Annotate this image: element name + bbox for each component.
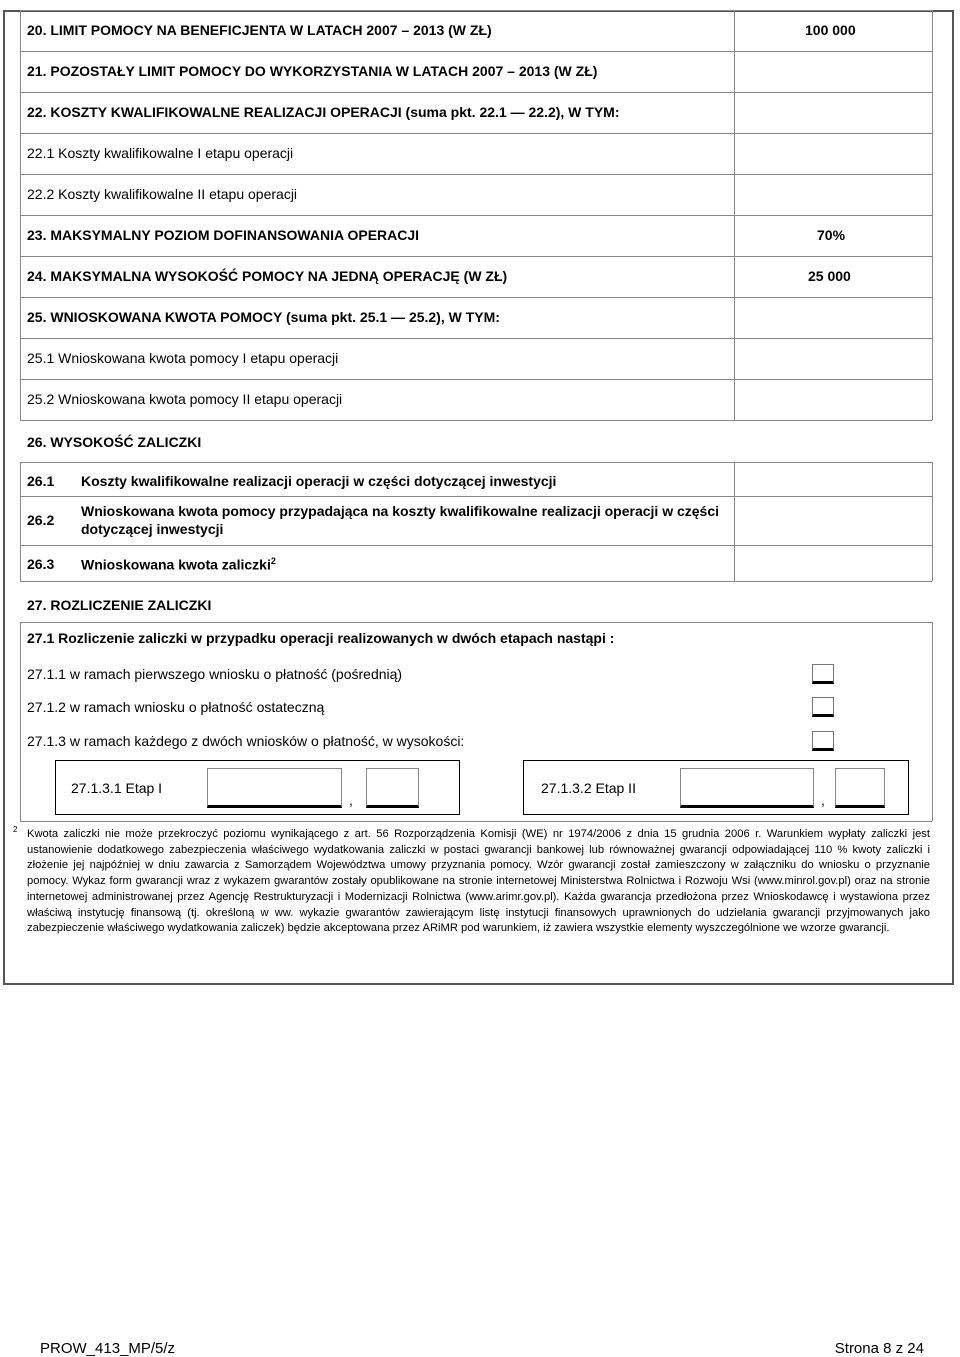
section-27-right (932, 622, 933, 821)
stage-1-decimal-comma: , (349, 792, 353, 808)
item-26-2-label: Wnioskowana kwota pomocy przypadająca na koszty kwalifikowalne realizacji operacji w części dotyczącej inwestycji (81, 503, 720, 537)
section-26-title: 26. WYSOKOŚĆ ZALICZKI (27, 434, 202, 450)
row-divider (20, 10, 932, 11)
stage-2-amount-field[interactable] (680, 768, 814, 808)
row-divider (20, 297, 932, 298)
row-divider (20, 420, 932, 421)
stage-1-amount-field[interactable] (207, 768, 342, 808)
row-divider (20, 215, 932, 216)
row-24-value[interactable]: 25 000 (808, 268, 851, 284)
item-26-3-value-field[interactable] (740, 550, 926, 577)
row-divider (20, 256, 932, 257)
item-26-1-label: Koszty kwalifikowalne realizacji operacji w części dotyczącej inwestycji (81, 473, 557, 489)
value-column-divider (734, 10, 735, 420)
row-22-1-value-field[interactable] (740, 138, 926, 168)
row-divider (20, 51, 932, 52)
section-27-top (20, 622, 932, 623)
row-20-value[interactable]: 100 000 (805, 22, 856, 38)
section-27-title: 27. ROZLICZENIE ZALICZKI (27, 597, 212, 613)
footnote-text: Kwota zaliczki nie może przekroczyć poziomu wynikającego z art. 56 Rozporządzenia Komisji (WE) nr 1974/2006 z dnia 15 grudnia 2006 r. Warunkiem wypłaty zaliczki jest ustanowienie dodatkowego zabezpieczenia właściwego wydatkowania zaliczki w postaci gwarancji bankowej lub równoważnej gwarancji odpowiadającej 110 % kwoty zaliczki i złożenie jej najpóźniej w dniu zawarcia z Samorządem Województwa umowy przyznania pomocy. Wzór gwarancji został zamieszczony w załączniku do wniosku o przyznanie pomocy. Wykaz form gwarancji wraz z wykazem gwarantów zostały opublikowane na stronie internetowej Ministerstwa Rolnictwa i Rozwoju Wsi (www.minrol.gov.pl) oraz na stronie internetowej administrowanej przez Agencję Restrukturyzacji i Modernizacji Rolnictwa (www.arimr.gov.pl). Każda gwarancja przedłożona przez Wnioskodawcę i wystawiona przez właściwą instytucję finansową (tj. określoną w ww. wykazie gwarantów zawierającym listę instytucji finansowych uprawnionych do udzielania gwarancji przyjmowanych jako zabezpieczenie właściwego wydatkowania zaliczek) będzie akceptowana przez ARiMR pod warunkiem, iż zawiera wszystkie elementy wyszczególnione we wzorze gwarancji. (27, 828, 930, 935)
section-26-right (932, 462, 933, 581)
stage-2-decimal-comma: , (821, 792, 825, 808)
row-22-value-field[interactable] (740, 97, 926, 127)
option-27-1-2-checkbox[interactable] (812, 697, 834, 717)
row-divider (20, 581, 932, 582)
row-25-2-value-field[interactable] (740, 384, 926, 414)
section-27-bottom (20, 821, 932, 822)
section-27-left (20, 622, 21, 821)
section-26-value-divider (734, 462, 735, 581)
row-divider (20, 379, 932, 380)
row-23-label: 23. MAKSYMALNY POZIOM DOFINANSOWANIA OPERACJI (27, 227, 420, 243)
item-26-2-value-field[interactable] (740, 501, 926, 541)
row-divider (20, 133, 932, 134)
row-25-1-label: 25.1 Wnioskowana kwota pomocy I etapu operacji (27, 350, 339, 366)
item-26-3-number: 26.3 (27, 556, 55, 572)
row-20-label: 20. LIMIT POMOCY NA BENEFICJENTA W LATACH 2007 – 2013 (W ZŁ) (27, 22, 492, 38)
stage-2-decimal-field[interactable] (835, 768, 885, 808)
option-27-1-3-checkbox[interactable] (812, 731, 834, 751)
row-divider (20, 496, 932, 497)
section-27-1-heading: 27.1 Rozliczenie zaliczki w przypadku operacji realizowanych w dwóch etapach nastąpi : (27, 630, 615, 646)
item-26-1-number: 26.1 (27, 473, 55, 489)
row-22-label: 22. KOSZTY KWALIFIKOWALNE REALIZACJI OPERACJI (suma pkt. 22.1 — 22.2), W TYM: (27, 104, 620, 120)
row-21-value-field[interactable] (740, 56, 926, 86)
document-code: PROW_413_MP/5/z (40, 1340, 176, 1357)
row-divider (20, 338, 932, 339)
footnote-mark: 2 (13, 825, 18, 834)
option-27-1-1-label: 27.1.1 w ramach pierwszego wniosku o płatność (pośrednią) (27, 666, 403, 682)
section-26-left (20, 462, 21, 581)
row-22-2-label: 22.2 Koszty kwalifikowalne II etapu operacji (27, 186, 298, 202)
item-26-1-value-field[interactable] (740, 467, 926, 492)
stage-1-decimal-field[interactable] (366, 768, 419, 808)
option-27-1-1-checkbox[interactable] (812, 664, 834, 684)
stage-1-label: 27.1.3.1 Etap I (71, 780, 163, 796)
item-26-3-label: Wnioskowana kwota zaliczki$^2$ (81, 556, 276, 573)
row-25-2-label: 25.2 Wnioskowana kwota pomocy II etapu operacji (27, 391, 343, 407)
row-25-label: 25. WNIOSKOWANA KWOTA POMOCY (suma pkt. 25.1 — 25.2), W TYM: (27, 309, 500, 325)
row-24-label: 24. MAKSYMALNA WYSOKOŚĆ POMOCY NA JEDNĄ OPERACJĘ (W ZŁ) (27, 268, 508, 284)
row-25-value-field[interactable] (740, 302, 926, 332)
footnote-ref-2: 2 (270, 556, 276, 566)
row-23-value[interactable]: 70% (817, 227, 846, 243)
option-27-1-3-label: 27.1.3 w ramach każdego z dwóch wniosków o płatność, w wysokości: (27, 733, 465, 749)
option-27-1-2-label: 27.1.2 w ramach wniosku o płatność ostateczną (27, 699, 325, 715)
page-number: Strona 8 z 24 (834, 1340, 924, 1357)
row-divider (20, 92, 932, 93)
row-divider (20, 174, 932, 175)
row-21-label: 21. POZOSTAŁY LIMIT POMOCY DO WYKORZYSTANIA W LATACH 2007 – 2013 (W ZŁ) (27, 63, 598, 79)
table-border-left (20, 10, 21, 420)
section-26-top (20, 462, 932, 463)
table-border-right (932, 10, 933, 420)
row-22-2-value-field[interactable] (740, 179, 926, 209)
row-25-1-value-field[interactable] (740, 343, 926, 373)
stage-2-label: 27.1.3.2 Etap II (541, 780, 636, 796)
row-22-1-label: 22.1 Koszty kwalifikowalne I etapu operacji (27, 145, 294, 161)
row-divider (20, 545, 932, 546)
item-26-2-number: 26.2 (27, 512, 55, 528)
